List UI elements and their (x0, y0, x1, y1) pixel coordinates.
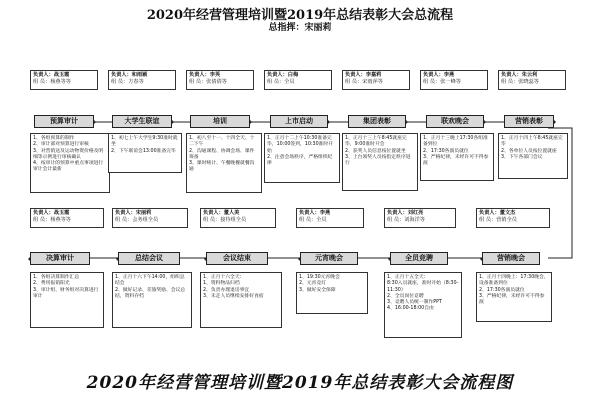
responsible-person: 负责人：宋丽莉 (115, 210, 152, 216)
responsible-box (30, 208, 104, 228)
flow-arrow (483, 119, 486, 125)
flow-arrow (171, 119, 174, 125)
responsible-person: 负责人：李嘉莉 (345, 72, 382, 78)
responsible-box (420, 70, 488, 90)
detail-line: 1、19:30元宵晚会 (299, 275, 340, 280)
stage-box (34, 115, 94, 128)
stage-box (426, 115, 484, 128)
detail-line: 2、元宵竞灯 (299, 281, 327, 287)
stage-label: 会议结束 (223, 254, 251, 262)
detail-line: 2、下午联谊会13:00准备完毕 (111, 148, 176, 154)
detail-line: 1、正月十四上午8:45就座完毕 (501, 136, 563, 148)
detail-box (200, 272, 282, 328)
stage-box (30, 252, 90, 265)
responsible-box (476, 208, 550, 228)
detail-line: 2、注意会场秩序，严格组织纪律 (267, 154, 333, 167)
detail-line: 3、对营销送及运动物资价格及明细等示例进行审核确认 (33, 148, 104, 160)
responsible-person: 负责人：朱云利 (501, 72, 538, 78)
detail-line: 1、正月十三上午8:45就座完毕，9:00准时开会 (345, 136, 407, 148)
detail-box (476, 272, 552, 322)
responsible-person: 负责人：战玉霞 (33, 72, 70, 78)
stage-box (206, 252, 268, 265)
detail-line: 3、上台领奖人员按指定秩序进行 (345, 154, 411, 167)
detail-line: 2、负责办理退房事宜 (203, 287, 250, 293)
team-members: 组 员：全员 (299, 217, 327, 223)
flow-arrow (388, 256, 391, 262)
detail-box (30, 133, 110, 193)
detail-line: 2、各单位人员按位置就座 (501, 148, 557, 154)
responsible-box (108, 70, 176, 90)
detail-line: 3、做好安全保障 (299, 287, 336, 293)
detail-line: 4、按审计的预算中重点事项进行审计会计最新 (33, 161, 104, 173)
stage-box (118, 252, 180, 265)
detail-line: 2、沟通课程、协调会场、课件筹备 (189, 148, 255, 160)
detail-line: 3、课时统计、午餐晚餐就餐沟通 (189, 161, 255, 173)
stage-label: 决算审计 (46, 254, 74, 262)
detail-line: 3、严格纪律，未经许可不得参演 (423, 154, 489, 167)
flow-arrow (28, 256, 31, 262)
team-members: 组 员：张倩倩等 (189, 79, 227, 85)
team-members: 组 员：全员 (267, 79, 295, 85)
team-members: 组 员：接待组全员 (203, 217, 247, 223)
team-members: 组 员：刘海洋等 (387, 217, 425, 223)
detail-line: 1、正月十四晚上：17:30晚会，设备准备到位 (479, 275, 549, 287)
detail-box (264, 133, 340, 183)
responsible-person: 负责人：李英 (189, 72, 221, 78)
detail-line: 3、下午各部门会议 (501, 154, 543, 160)
responsible-box (296, 208, 364, 228)
flow-arrow (116, 256, 119, 262)
responsible-box (498, 70, 566, 90)
detail-line: 1、各组决算制作汇总 (33, 275, 80, 280)
stage-box (300, 252, 358, 265)
detail-line: 1、初八至十一、十四全天、十二下午 (189, 136, 255, 148)
flow-arrow (480, 256, 483, 262)
responsible-box (186, 70, 254, 90)
detail-box (384, 272, 462, 338)
team-members: 组 员：杨燕等等 (33, 217, 71, 223)
team-members: 组 员：杨燕等等 (33, 79, 71, 85)
stage-label: 培训 (213, 117, 227, 125)
responsible-box (200, 208, 276, 228)
detail-line: 8:30入员就座，准时开始（8:30-11:30） (387, 281, 459, 293)
detail-box (108, 133, 182, 173)
responsible-box (264, 70, 332, 90)
detail-line: 2、获奖人员信息按位置就坐 (345, 148, 406, 154)
responsible-person: 负责人：白梅 (267, 72, 299, 78)
flow-arrow (553, 119, 556, 125)
flow-arrow (93, 119, 96, 125)
team-members: 组 员：张一峰等 (423, 79, 461, 85)
stage-label: 营销表彰 (515, 117, 543, 125)
responsible-person: 负责人：董人美 (203, 210, 240, 216)
detail-line: 2、做好记录、差旅奖励、会议总结，资料存档 (115, 287, 186, 299)
detail-line: 1、资料物品归档 (203, 281, 240, 287)
stage-box (504, 115, 554, 128)
detail-line: 1、初七上午大学生9:30准时就坐 (111, 136, 178, 148)
responsible-box (112, 208, 188, 228)
stage-label: 预算审计 (50, 117, 78, 125)
stage-label: 元宵晚会 (315, 254, 343, 262)
flow-arrow (204, 256, 207, 262)
detail-line: 2、审计部对预算进行审核 (33, 142, 89, 148)
detail-line: 1、正月十六全天： (203, 275, 245, 280)
detail-box (296, 272, 368, 314)
page-title: 2020年经营管理培训暨2019年总结表彰大会总流程 (146, 8, 454, 23)
stage-box (390, 252, 448, 265)
responsible-person: 负责人：战玉霞 (33, 210, 70, 216)
detail-box (342, 133, 418, 191)
responsible-person: 负责人：李燕 (423, 72, 455, 78)
detail-line: 2、17:30各演员就位 (479, 287, 525, 293)
chart-caption: 2020年经营管理培训暨2019年总结表彰大会流程图 (86, 373, 514, 393)
team-members: 组 员：方春等 (111, 79, 144, 85)
responsible-box (342, 70, 410, 90)
flow-arrow (298, 256, 301, 262)
detail-box (498, 133, 568, 179)
detail-line: 2、全员岗位竞聘 (387, 293, 424, 299)
stage-label: 上市启动 (285, 117, 313, 125)
stage-label: 全员竞聘 (405, 254, 433, 262)
detail-line: 2、17:30各演员就位 (423, 148, 469, 154)
detail-line: 3、竞聘人员统一制作PPT (387, 300, 442, 306)
detail-line: 1、各组预算的制作 (33, 136, 75, 141)
detail-line: 1、正月十六下午14:00，组织总结会 (115, 275, 185, 287)
team-members: 组 员：宋雨萍等 (345, 79, 383, 85)
responsible-person: 负责人：刘红亮 (387, 210, 424, 216)
stage-box (348, 115, 406, 128)
flow-arrow (405, 119, 408, 125)
responsible-box (30, 70, 98, 90)
stage-label: 集团表彰 (363, 117, 391, 125)
flow-arrow (249, 119, 252, 125)
stage-box (482, 252, 540, 265)
team-members: 组 员：会务组全员 (115, 217, 159, 223)
detail-box (186, 133, 262, 193)
detail-line: 1、正月十二上午10:30准备完毕，10:00签到，10:30准时开始 (267, 136, 334, 154)
detail-line: 2、费用报销阳光 (33, 281, 70, 287)
responsible-person: 负责人：和雨颖 (111, 72, 148, 78)
chief-commander: 总指挥：宋丽莉 (268, 23, 332, 33)
stage-box (190, 115, 250, 128)
flow-arrow (327, 119, 330, 125)
team-members: 组 员：张晓蕊等 (501, 79, 539, 85)
detail-line: 4、16:00-18:00自由 (387, 306, 434, 312)
detail-line: 3、审计组、财务组对决算进行审计 (33, 287, 99, 299)
stage-box (112, 115, 172, 128)
detail-box (112, 272, 192, 328)
detail-line: 1、正月十五全天： (387, 275, 429, 280)
detail-line: 3、未走人员继续安排好食宿 (203, 293, 264, 299)
stage-label: 营销晚会 (497, 254, 525, 262)
responsible-person: 负责人：李燕 (299, 210, 331, 216)
detail-box (30, 272, 104, 328)
detail-box (420, 133, 494, 181)
detail-line: 3、严格纪律，未经许可不得参演 (479, 293, 545, 306)
team-members: 组 员：营销全员 (479, 217, 517, 223)
responsible-person: 负责人：董文杰 (479, 210, 516, 216)
detail-line: 1、正月十三晚上17:30各组准备到位 (423, 136, 488, 148)
stage-box (270, 115, 328, 128)
responsible-box (384, 208, 456, 228)
stage-label: 大学生联谊 (124, 117, 160, 125)
stage-label: 总结会议 (135, 254, 163, 262)
stage-label: 联欢晚会 (441, 117, 469, 125)
